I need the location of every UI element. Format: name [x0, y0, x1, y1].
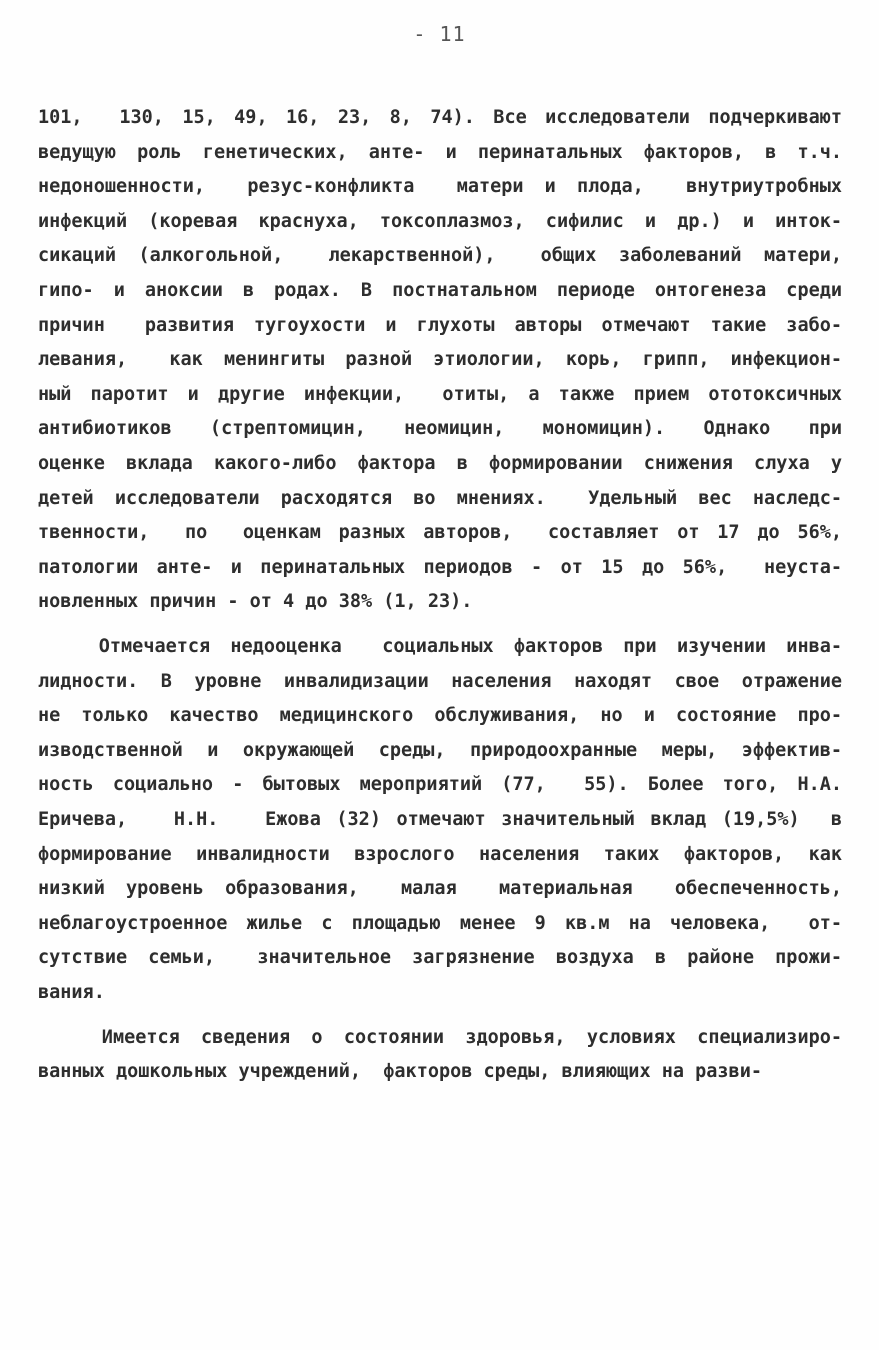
text-line: патологии анте- и перинатальных периодов - от 15 до 56%, неуста- — [38, 556, 842, 578]
text-line: детей исследователи расходятся во мнениях. Удельный вес наследс- — [38, 487, 842, 509]
text-line: твенности, по оценкам разных авторов, составляет от 17 до 56%, — [38, 522, 842, 544]
text-line: недоношенности, резус-конфликта матери и плода, внутриутробных — [38, 176, 842, 198]
text-line: оценке вклада какого-либо фактора в формировании снижения слуха у — [38, 453, 842, 474]
text-line: инфекций (коревая краснуха, токсоплазмоз, сифилис и др.) и инток- — [38, 210, 842, 232]
text-line: изводственной и окружающей среды, природоохранные меры, эффектив- — [38, 739, 842, 761]
text-line: не только качество медицинского обслуживания, но и состояние про- — [38, 705, 842, 727]
text-line: новленных причин - от 4 до 38% (1, 23). — [38, 591, 473, 613]
text-line: ность социально - бытовых мероприятий (77, 55). Более того, Н.А. — [38, 774, 842, 796]
text-line: неблагоустроенное жилье с площадью менее 9 кв.м на человека, от- — [38, 912, 842, 934]
text-line: Отмечается недооценка социальных факторов при изучении инва- — [38, 636, 842, 657]
text-line: причин развития тугоухости и глухоты авторы отмечают такие забо- — [38, 314, 842, 336]
text-line: Еричева, Н.Н. Ежова (32) отмечают значительный вклад (19,5%) в — [38, 809, 842, 830]
text-line: лидности. В уровне инвалидизации населения находят свое отражение — [38, 670, 842, 692]
text-line: ный паротит и другие инфекции, отиты, а также прием ототоксичных — [38, 383, 842, 405]
text-line: вания. — [38, 982, 105, 1003]
text-line: сутствие семьи, значительное загрязнение воздуха в районе прожи- — [38, 947, 842, 969]
text-line: ванных дошкольных учреждений, факторов среды, влияющих на разви- — [38, 1061, 762, 1083]
text-line: антибиотиков (стрептомицин, неомицин, мономицин). Однако при — [38, 418, 842, 440]
text-line: ведущую роль генетических, анте- и перинатальных факторов, в т.ч. — [38, 141, 842, 163]
text-line: сикаций (алкогольной, лекарственной), общих заболеваний матери, — [38, 245, 842, 267]
text-line: левания, как менингиты разной этиологии, корь, грипп, инфекцион- — [38, 349, 842, 371]
text-line: низкий уровень образования, малая материальная обеспеченность, — [38, 878, 842, 900]
text-line: 101, 130, 15, 49, 16, 23, 8, 74). Все исследователи подчеркивают — [38, 107, 842, 128]
text-line: гипо- и аноксии в родах. В постнатальном периоде онтогенеза среди — [38, 280, 842, 301]
page-number: - 11 — [413, 22, 466, 46]
text-line: формирование инвалидности взрослого населения таких факторов, как — [38, 843, 842, 865]
text-line: Имеется сведения о состоянии здоровья, условиях специализиро- — [38, 1026, 842, 1048]
